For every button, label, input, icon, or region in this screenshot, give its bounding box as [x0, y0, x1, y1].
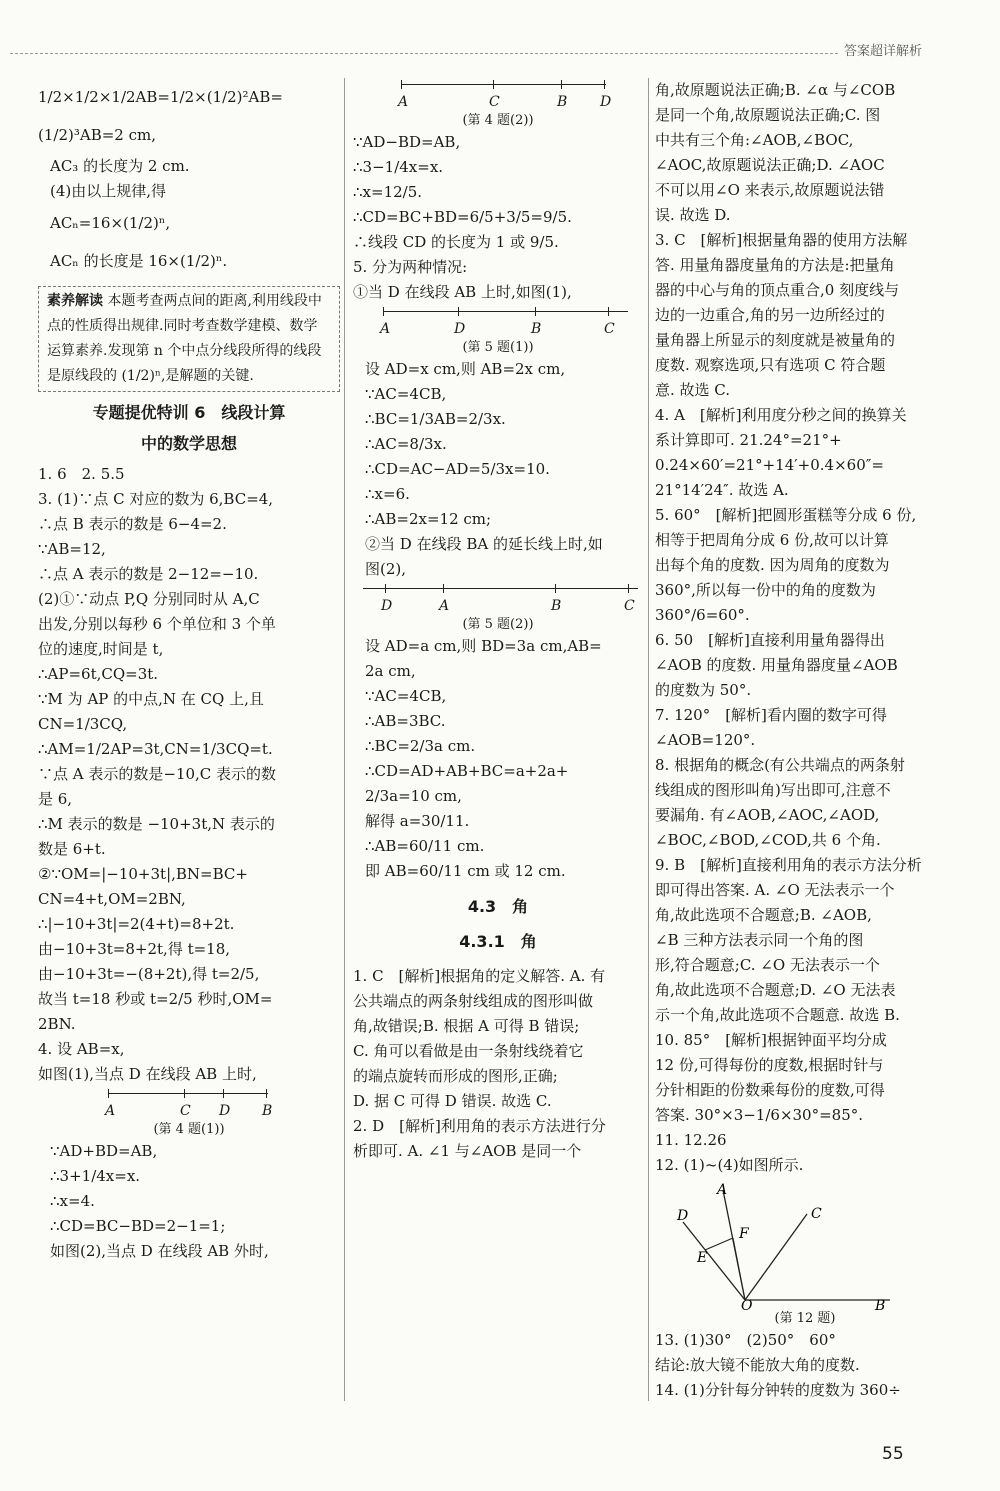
section-title: 中的数学思想 — [140, 434, 237, 453]
text-line: 是 6, — [38, 790, 73, 808]
text-line: AC₃ 的长度为 2 cm. — [50, 157, 190, 175]
text-line: 4. A [解析]利用度分秒之间的换算关 — [655, 406, 907, 424]
text-line: ∴x=6. — [365, 485, 410, 503]
point-label: C — [604, 321, 615, 337]
text-line: 5. 分为两种情况: — [353, 258, 468, 276]
text-line: 边的一边重合,角的另一边所经过的 — [655, 306, 885, 324]
answer-block — [655, 78, 955, 1178]
text-line: 设 AD=a cm,则 BD=3a cm,AB= — [365, 637, 602, 655]
figure-caption: (第 5 题(1)) — [462, 340, 534, 355]
segment-figure-4-1 — [105, 1087, 278, 1121]
text-line: 14. (1)分针每分钟转的度数为 360÷ — [655, 1381, 901, 1399]
text-line: 2a cm, — [365, 662, 416, 680]
header-title: 答案超详解析 — [844, 44, 923, 59]
text-line: ∴M 表示的数是 −10+3t,N 表示的 — [38, 815, 275, 833]
point-label: C — [624, 598, 635, 614]
answer-block — [353, 964, 643, 1164]
point-label: D — [677, 1208, 689, 1224]
text-line: 11. 12.26 — [655, 1131, 727, 1149]
text-line: 中共有三个角:∠AOB,∠BOC, — [655, 131, 854, 149]
segment-figure-5-2 — [363, 582, 643, 616]
text-line: 不可以用∠O 来表示,故原题说法错 — [655, 181, 885, 199]
text-line: ∴AC=8/3x. — [365, 435, 447, 453]
answer-4-cont — [38, 1139, 340, 1264]
text-line: ∠AOC,故原题说法正确;D. ∠AOC — [655, 156, 885, 174]
segment-figure-5-1 — [380, 305, 633, 339]
point-label: B — [557, 94, 568, 110]
text-line: ∴|−10+3t|=2(4+t)=8+2t. — [38, 915, 235, 933]
text-line: D. 据 C 可得 D 错误. 故选 C. — [353, 1092, 552, 1110]
text-line: CN=4+t,OM=2BN, — [38, 890, 186, 908]
text-line: 1. C [解析]根据角的定义解答. A. 有 — [353, 967, 606, 985]
text-line: ∠AOB=120°. — [655, 731, 756, 749]
text-line: ∴CD=AC−AD=5/3x=10. — [365, 460, 550, 478]
text-line: ACₙ=16×(1/2)ⁿ, — [50, 214, 171, 232]
text-line: ∵点 A 表示的数是−10,C 表示的数 — [38, 765, 277, 783]
text-line: 0.24×60′=21°+14′+0.4×60″= — [655, 456, 884, 474]
text-line: (4)由以上规律,得 — [50, 182, 167, 200]
section-title: 4.3 角 — [467, 897, 529, 916]
subsection-title: 4.3.1 角 — [459, 932, 537, 951]
text-line: ∵AB=12, — [38, 540, 106, 558]
text-line: 3. C [解析]根据量角器的使用方法解 — [655, 231, 908, 249]
text-line: ∵AD+BD=AB, — [50, 1142, 158, 1160]
text-line: 示一个角,故此选项不合题意. 故选 B. — [655, 1006, 900, 1024]
point-label: E — [697, 1250, 708, 1266]
answer-block — [655, 1328, 955, 1403]
text-line: CN=1/3CQ, — [38, 715, 128, 733]
text-line: ∴3−1/4x=x. — [353, 158, 444, 176]
text-line: 3. (1)∵点 C 对应的数为 6,BC=4, — [38, 490, 274, 508]
column-2 — [353, 78, 643, 1164]
text-line: 9. B [解析]直接利用角的表示方法分析 — [655, 856, 922, 874]
figure-caption: (第 4 题(2)) — [462, 113, 534, 128]
text-line: ∵M 为 AP 的中点,N 在 CQ 上,且 — [38, 690, 264, 708]
text-line: ∴线段 CD 的长度为 1 或 9/5. — [353, 233, 559, 251]
text-line: (1/2)³AB=2 cm, — [38, 126, 156, 144]
text-line: 是同一个角,故原题说法正确;C. 图 — [655, 106, 881, 124]
text-line: 360°,所以每一份中的角的度数为 — [655, 581, 876, 599]
text-line: ∴CD=AD+AB+BC=a+2a+ — [365, 762, 569, 780]
text-line: ∴点 B 表示的数是 6−4=2. — [38, 515, 227, 533]
literacy-note-text: 本题考查两点间的距离,利用线段中点的性质得出规律.同时考查数学建模、数学运算素养.发现第 n 个中点分线段所得的线段是原线段的 (1/2)ⁿ,是解题的关键. — [47, 293, 322, 384]
text-line: ∵AC=4CB, — [365, 687, 447, 705]
text-line: 即 AB=60/11 cm 或 12 cm. — [365, 862, 566, 880]
text-line: 的端点旋转而形成的图形,正确; — [353, 1067, 558, 1085]
text-line: ∴点 A 表示的数是 2−12=−10. — [38, 565, 259, 583]
header-rule — [10, 53, 838, 54]
point-label: D — [600, 94, 612, 110]
text-line: 12 份,可得每份的度数,根据时针与 — [655, 1056, 884, 1074]
segment-figure-4-2 — [398, 78, 612, 112]
point-label: D — [219, 1103, 231, 1119]
text-line: ∴AB=2x=12 cm; — [365, 510, 492, 528]
figure-caption: (第 4 题(1)) — [153, 1122, 225, 1137]
text-line: 意. 故选 C. — [655, 381, 731, 399]
text-line: ∴AB=3BC. — [365, 712, 446, 730]
text-line: 5. 60° [解析]把圆形蛋糕等分成 6 份, — [655, 506, 917, 524]
text-line: 如图(2),当点 D 在线段 AB 外时, — [50, 1242, 269, 1260]
text-line: (2)①∵动点 P,Q 分别同时从 A,C — [38, 590, 260, 608]
text-line: 答案. 30°×3−1/6×30°=85°. — [655, 1106, 864, 1124]
text-line: 8. 根据角的概念(有公共端点的两条射 — [655, 756, 905, 774]
text-line: 答. 用量角器度量角的方法是:把量角 — [655, 256, 895, 274]
text-line: ∴3+1/4x=x. — [50, 1167, 141, 1185]
text-line: 2/3a=10 cm, — [365, 787, 462, 805]
text-line: ∴CD=BC−BD=2−1=1; — [50, 1217, 226, 1235]
text-line: 4. 设 AB=x, — [38, 1040, 125, 1058]
column-1 — [38, 78, 340, 1264]
column-3 — [655, 78, 955, 1403]
point-label: B — [531, 321, 542, 337]
text-line: 误. 故选 D. — [655, 206, 731, 224]
text-line: 如图(1),当点 D 在线段 AB 上时, — [38, 1065, 257, 1083]
text-line: 10. 85° [解析]根据钟面平均分成 — [655, 1031, 887, 1049]
point-label: A — [380, 321, 391, 337]
point-label: D — [454, 321, 466, 337]
point-label: A — [105, 1103, 116, 1119]
figure-caption: (第 5 题(2)) — [462, 617, 534, 632]
answer-3 — [38, 487, 340, 1037]
text-line: 系计算即可. 21.24°=21°+ — [655, 431, 842, 449]
point-label: D — [381, 598, 393, 614]
column-divider — [344, 78, 345, 1401]
text-line: 2BN. — [38, 1015, 76, 1033]
text-line: ∴BC=2/3a cm. — [365, 737, 476, 755]
text-line: ∵AC=4CB, — [365, 385, 447, 403]
point-label: C — [180, 1103, 191, 1119]
text-line: 结论:放大镜不能放大角的度数. — [655, 1356, 860, 1374]
text-line: 形,符合题意;C. ∠O 无法表示一个 — [655, 956, 880, 974]
answer-line: 1. 6 2. 5.5 — [38, 465, 125, 483]
text-line: 角,故此选项不合题意;B. ∠AOB, — [655, 906, 872, 924]
text-line: 角,故错误;B. 根据 A 可得 B 错误; — [353, 1017, 580, 1035]
text-line: 6. 50 [解析]直接利用量角器得出 — [655, 631, 885, 649]
text-line: 12. (1)~(4)如图所示. — [655, 1156, 804, 1174]
angle-figure-12 — [675, 1182, 895, 1310]
page-header — [0, 40, 1000, 66]
text-line: ∴x=12/5. — [353, 183, 423, 201]
point-label: A — [398, 94, 409, 110]
text-line: 度数. 观察选项,只有选项 C 符合题 — [655, 356, 886, 374]
literacy-note-box — [38, 286, 340, 392]
section-title: 专题提优特训 6 线段计算 — [92, 403, 286, 422]
point-label: B — [262, 1103, 273, 1119]
column-divider — [648, 78, 649, 1401]
point-label: F — [739, 1226, 749, 1242]
text-line: 分针相距的份数乘每份的度数,可得 — [655, 1081, 885, 1099]
point-label: B — [875, 1298, 886, 1310]
answer-4 — [38, 1037, 340, 1087]
text-line: 解得 a=30/11. — [365, 812, 470, 830]
text-line: ①当 D 在线段 AB 上时,如图(1), — [353, 283, 572, 301]
answer-block — [353, 357, 643, 582]
text-line: 出发,分别以每秒 6 个单位和 3 个单 — [38, 615, 276, 633]
text-line: 7. 120° [解析]看内圈的数字可得 — [655, 706, 887, 724]
literacy-note-head: 素养解读 — [47, 293, 103, 309]
text-line: 角,故原题说法正确;B. ∠α 与∠COB — [655, 81, 896, 99]
text-line: ②∵OM=|−10+3t|,BN=BC+ — [38, 865, 248, 883]
text-line: 公共端点的两条射线组成的图形叫做 — [353, 992, 594, 1010]
answer-block — [353, 634, 643, 884]
point-label: A — [439, 598, 450, 614]
point-label: O — [741, 1298, 753, 1310]
text-line: 13. (1)30° (2)50° 60° — [655, 1331, 836, 1349]
text-line: 1/2×1/2×1/2AB=1/2×(1/2)²AB= — [38, 88, 283, 106]
text-line: 角,故此选项不合题意;D. ∠O 无法表 — [655, 981, 896, 999]
page-number: 55 — [882, 1444, 904, 1464]
text-line: 析即可. A. ∠1 与∠AOB 是同一个 — [353, 1142, 582, 1160]
text-line: 设 AD=x cm,则 AB=2x cm, — [365, 360, 566, 378]
text-line: 出每个角的度数. 因为周角的度数为 — [655, 556, 890, 574]
text-line: 即可得出答案. A. ∠O 无法表示一个 — [655, 881, 895, 899]
text-line: 线组成的图形叫角)写出即可,注意不 — [655, 781, 891, 799]
text-line: 位的速度,时间是 t, — [38, 640, 164, 658]
text-line: C. 角可以看做是由一条射线绕着它 — [353, 1042, 584, 1060]
text-line: 的度数为 50°. — [655, 681, 752, 699]
text-line: 器的中心与角的顶点重合,0 刻度线与 — [655, 281, 900, 299]
text-line: 相等于把周角分成 6 份,故可以计算 — [655, 531, 889, 549]
text-line: 由−10+3t=−(8+2t),得 t=2/5, — [38, 965, 260, 983]
text-line: ACₙ 的长度是 16×(1/2)ⁿ. — [50, 252, 228, 270]
text-line: 由−10+3t=8+2t,得 t=18, — [38, 940, 231, 958]
text-line: 量角器上所显示的刻度就是被量角的 — [655, 331, 896, 349]
figure-caption: (第 12 题) — [774, 1311, 836, 1326]
text-line: ∠B 三种方法表示同一个角的图 — [655, 931, 864, 949]
point-label: A — [717, 1182, 728, 1198]
text-line: ∴CD=BC+BD=6/5+3/5=9/5. — [353, 208, 572, 226]
text-line: 数是 6+t. — [38, 840, 106, 858]
text-line: 图(2), — [365, 560, 407, 578]
answer-block — [353, 130, 643, 305]
point-label: C — [489, 94, 500, 110]
text-line: 要漏角. 有∠AOB,∠AOC,∠AOD, — [655, 806, 880, 824]
text-line: ∴x=4. — [50, 1192, 95, 1210]
text-line: 2. D [解析]利用角的表示方法进行分 — [353, 1117, 606, 1135]
text-line: ∵AD−BD=AB, — [353, 133, 461, 151]
text-line: 21°14′24″. 故选 A. — [655, 481, 789, 499]
text-line: ∠BOC,∠BOD,∠COD,共 6 个角. — [655, 831, 881, 849]
point-label: C — [811, 1206, 822, 1222]
text-line: ②当 D 在线段 BA 的延长线上时,如 — [365, 535, 603, 553]
text-line: 360°/6=60°. — [655, 606, 750, 624]
text-line: ∠AOB 的度数. 用量角器度量∠AOB — [655, 656, 898, 674]
text-line: ∴AP=6t,CQ=3t. — [38, 665, 159, 683]
text-line: ∴AB=60/11 cm. — [365, 837, 485, 855]
text-line: ∴BC=1/3AB=2/3x. — [365, 410, 506, 428]
text-line: 故当 t=18 秒或 t=2/5 秒时,OM= — [38, 990, 273, 1008]
text-line: ∴AM=1/2AP=3t,CN=1/3CQ=t. — [38, 740, 273, 758]
point-label: B — [551, 598, 562, 614]
